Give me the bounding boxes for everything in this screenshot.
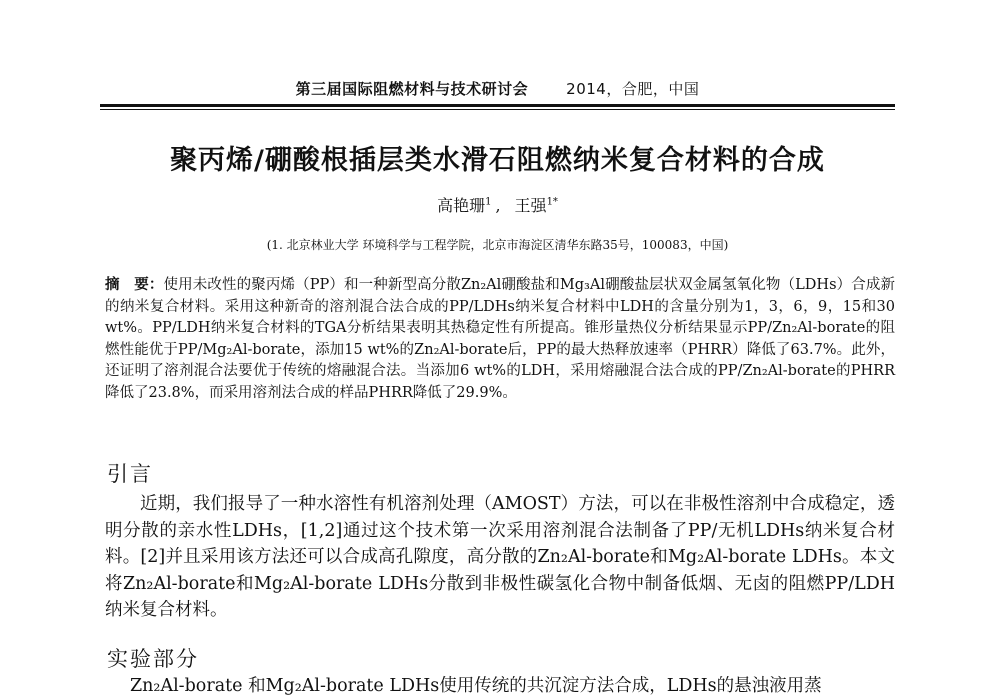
section-title-experimental: 实验部分 (107, 647, 199, 671)
conference-name: 第三届国际阻燃材料与技术研讨会 (295, 80, 529, 98)
author-separator: , (495, 196, 501, 215)
author-2-affiliation-mark: 1* (546, 196, 558, 208)
abstract (105, 274, 895, 404)
conference-date-place: 2014，合肥，中国 (566, 80, 700, 98)
paper-title: 聚丙烯/硼酸根插层类水滑石阻燃纳米复合材料的合成 (170, 145, 825, 176)
section-title-intro: 引言 (107, 462, 153, 486)
abstract-label: 摘 要： (105, 276, 164, 293)
header-rule-thin (100, 109, 895, 110)
author-2: 王强 (514, 196, 547, 215)
intro-paragraph: 近期，我们报导了一种水溶性有机溶剂处理（AMOST）方法，可以在非极性溶剂中合成稳定，透明分散的亲水性LDHs，[1,2]通过这个技术第一次采用溶剂混合法制备了PP/无机LDHs纳米复合材料。[2]并且采用该方法还可以合成高孔隙度，高分散的Zn₂Al-borate和Mg₂Al-borate LDHs。本文将Zn₂Al-borate和Mg₂Al-borate LDHs分散到非极性碳氢化合物中制备低烟、无卤的阻燃PP/LDH纳米复合材料。 (105, 494, 895, 620)
author-1: 高艳珊 (437, 196, 486, 215)
author-1-affiliation-mark: 1 (485, 196, 492, 208)
affiliation: (1. 北京林业大学 环境科学与工程学院，北京市海淀区清华东路35号，100083，中国) (266, 238, 729, 252)
header-rule-thick (100, 104, 895, 107)
running-header (100, 78, 895, 102)
experimental-paragraph-partial: Zn₂Al-borate 和Mg₂Al-borate LDHs使用传统的共沉淀方法合成，LDHs的悬浊液用蒸 (130, 676, 822, 696)
abstract-text: 使用未改性的聚丙烯（PP）和一种新型高分散Zn₂Al硼酸盐和Mg₃Al硼酸盐层状双金属氢氧化物（LDHs）合成新的纳米复合材料。采用这种新奇的溶剂混合法合成的PP/LDHs纳米复合材料中LDH的含量分别为1，3，6，9，15和30 wt%。PP/LDH纳米复合材料的TGA分析结果表明其热稳定性有所提高。锥形量热仪分析结果显示PP/Zn₂Al-borate的阻燃性能优于PP/Mg₂Al-borate，添加15 wt%的Zn₂Al-borate后，PP的最大热释放速率（PHRR）降低了63.7%。此外，还证明了溶剂混合法要优于传统的熔融混合法。当添加6 wt%的LDH，采用熔融混合法合成的PP/Zn₂Al-borate的PHRR降低了23.8%，而采用溶剂法合成的样品PHRR降低了29.9%。 (105, 277, 895, 401)
author-line (100, 193, 895, 216)
